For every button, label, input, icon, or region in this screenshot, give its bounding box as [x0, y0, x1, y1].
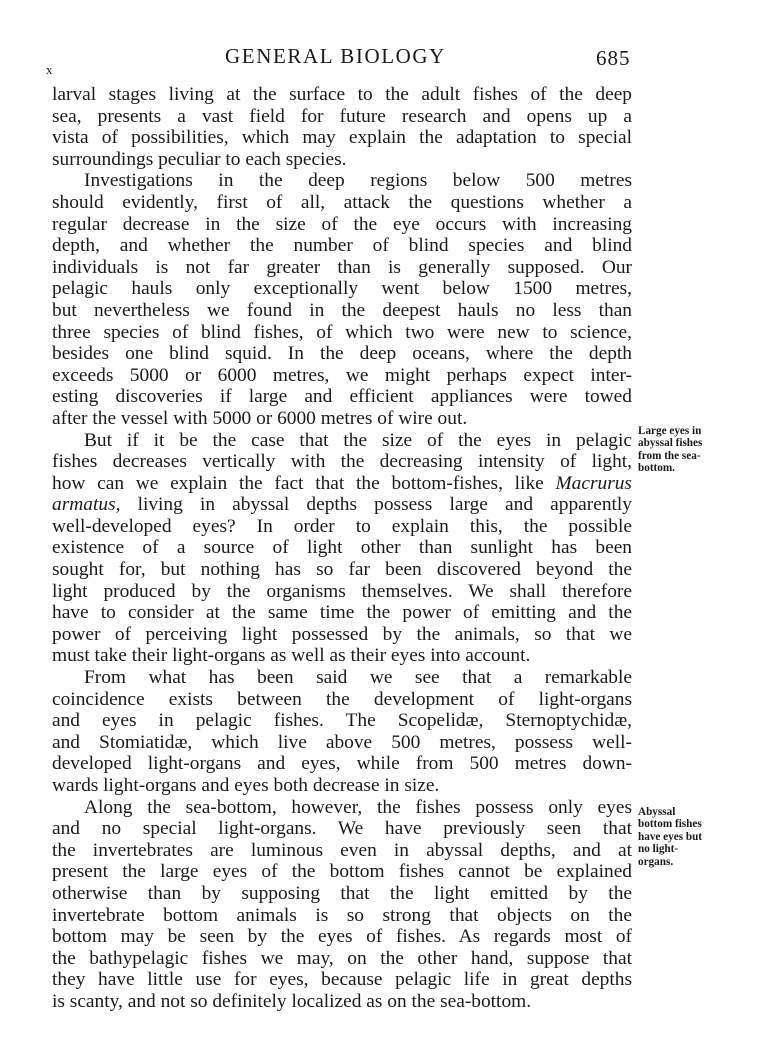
text-line: From what has been said we see that a remarkable — [84, 667, 632, 689]
text-line: should evidently, first of all, attack the questions whether a — [52, 191, 632, 213]
margin-note-line: no light- — [638, 843, 679, 856]
text-line: three species of blind fishes, of which two were new to science, — [52, 321, 632, 343]
text-line: sea, presents a vast field for future research and opens up a — [52, 105, 632, 127]
text-line: invertebrate bottom animals is so strong that objects on the — [52, 904, 632, 926]
paragraph-1 — [52, 84, 632, 170]
margin-note-line: Abyssal — [638, 806, 676, 818]
margin-note-line: abyssal fishes — [638, 437, 703, 450]
text-line: pelagic hauls only exceptionally went below 1500 metres, — [52, 278, 632, 300]
text-line: Along the sea-bottom, however, the fishes possess only eyes — [84, 796, 632, 818]
text-line: but nevertheless we found in the deepest hauls no less than — [52, 299, 632, 321]
margin-note-line: from the sea- — [638, 449, 701, 462]
text-line: well-developed eyes? In order to explain this, the possible — [52, 515, 632, 537]
paragraph-3 — [52, 430, 632, 668]
margin-note-large-eyes — [638, 425, 738, 475]
text-line: esting discoveries if large and efficient appliances were towed — [52, 386, 632, 408]
text-line: existence of a source of light other than sunlight has been — [52, 537, 632, 559]
text-line: bottom may be seen by the eyes of fishes. As regards most of — [52, 926, 632, 948]
species-name-italic: armatus, — [52, 494, 121, 516]
signature-mark: x — [46, 62, 53, 77]
text-span: how can we explain the fact that the bottom-fishes, like — [52, 472, 544, 494]
text-line: fishes decreases vertically with the decreasing intensity of light, — [52, 451, 632, 473]
page-number: 685 — [596, 46, 631, 70]
text-line: developed light-organs and eyes, while from 500 metres down- — [52, 753, 632, 775]
margin-note-abyssal-fishes — [638, 806, 738, 868]
text-line — [52, 473, 632, 495]
text-line: have to consider at the same time the power of emitting and the — [52, 602, 632, 624]
text-line: and no special light-organs. We have previously seen that — [52, 818, 632, 840]
margin-note-line: Large eyes in — [638, 425, 702, 437]
text-line: sought for, but nothing has so far been discovered beyond the — [52, 559, 632, 581]
text-line: depth, and whether the number of blind species and blind — [52, 235, 632, 257]
margin-note-line: organs. — [638, 855, 674, 868]
text-line: the bathypelagic fishes we may, on the other hand, suppose that — [52, 947, 632, 969]
text-line: exceeds 5000 or 6000 metres, we might perhaps expect inter- — [52, 364, 632, 386]
text-line: and Stomiatidæ, which live above 500 metres, possess well- — [52, 731, 632, 753]
text-line: coincidence exists between the development of light-organs — [52, 688, 632, 710]
text-line: and eyes in pelagic fishes. The Scopelidæ, Sternoptychidæ, — [52, 710, 632, 732]
text-line: present the large eyes of the bottom fishes cannot be explained — [52, 861, 632, 883]
text-line: surroundings peculiar to each species. — [52, 148, 347, 170]
text-span: living in abyssal depths possess large and apparently — [137, 494, 632, 516]
text-line: besides one blind squid. In the deep oceans, where the depth — [52, 343, 632, 365]
running-head: GENERAL BIOLOGY — [225, 44, 446, 68]
paragraph-4 — [52, 667, 632, 797]
text-line: regular decrease in the size of the eye occurs with increasing — [52, 213, 632, 235]
species-name-italic: Macrurus — [555, 472, 632, 494]
text-line: individuals is not far greater than is generally supposed. Our — [52, 256, 632, 278]
margin-note-line: bottom. — [638, 462, 675, 475]
text-line: power of perceiving light possessed by the animals, so that we — [52, 623, 632, 645]
text-line: is scanty, and not so definitely localized as on the sea-bottom. — [52, 990, 532, 1012]
text-line: they have little use for eyes, because pelagic life in great depths — [52, 969, 632, 991]
body-text — [52, 84, 632, 1013]
text-line: the invertebrates are luminous even in abyssal depths, and at — [52, 839, 632, 861]
paragraph-5 — [52, 797, 632, 1013]
text-line: after the vessel with 5000 or 6000 metres of wire out. — [52, 407, 468, 429]
text-line: But if it be the case that the size of the eyes in pelagic — [84, 429, 632, 451]
margin-note-line: bottom fishes — [638, 818, 702, 831]
text-line: light produced by the organisms themselves. We shall therefore — [52, 580, 632, 602]
text-line: must take their light-organs as well as their eyes into account. — [52, 645, 531, 667]
margin-note-line: have eyes but — [638, 830, 703, 843]
paragraph-2 — [52, 170, 632, 429]
text-line: otherwise than by supposing that the light emitted by the — [52, 882, 632, 904]
text-line: Investigations in the deep regions below 500 metres — [84, 170, 632, 192]
text-line: vista of possibilities, which may explain the adaptation to special — [52, 127, 632, 149]
text-line: larval stages living at the surface to the adult fishes of the deep — [52, 84, 632, 105]
text-line — [52, 494, 632, 516]
text-line: wards light-organs and eyes both decrease in size. — [52, 775, 440, 796]
